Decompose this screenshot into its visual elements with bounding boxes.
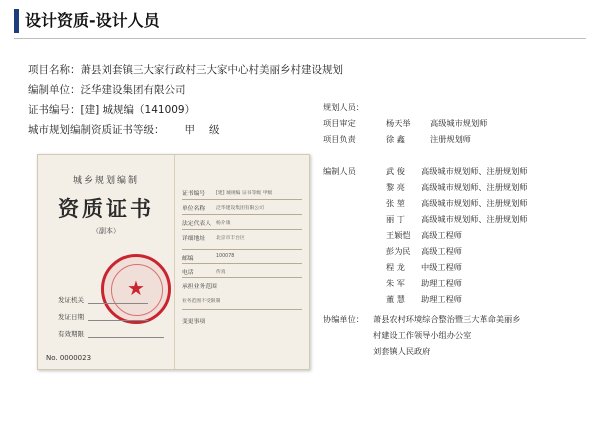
grade-label: 城市规划编制资质证书等级： [28, 124, 165, 136]
certificate-serial-number: No. 0000023 [46, 354, 92, 362]
unit-line [28, 83, 186, 97]
grade-line [28, 123, 220, 137]
member-title: 高级工程师 [421, 230, 462, 240]
cert-row-divider [182, 249, 302, 250]
member-name: 董 慧 [386, 294, 405, 304]
review-name: 杨天举 [386, 118, 411, 128]
certificate-details [174, 155, 309, 369]
cert-row-value: 100078 [216, 254, 235, 259]
qualification-certificate [37, 154, 310, 370]
cert-row-value: [建] 城规编 证书等级 甲级 [216, 191, 273, 196]
review-label: 项目审定 [323, 118, 356, 128]
coop-unit-line1: 萧县农村环境综合整治暨三大革命美丽乡 [373, 314, 521, 324]
grade-value-suffix: 级 [209, 124, 220, 136]
cert-row-label: 法定代表人 [182, 221, 211, 227]
certificate-copy-label: （副本） [92, 227, 120, 235]
cert-row-label: 单位名称 [182, 206, 206, 212]
member-name: 朱 军 [386, 278, 405, 288]
cert-number-label: 证书编号： [28, 104, 81, 116]
member-name: 彭为民 [386, 246, 411, 256]
cert-row-value: 北京市丰台区 [216, 236, 245, 241]
cert-row-label: 邮编 [182, 256, 194, 262]
unit-label: 编制单位： [28, 84, 81, 96]
member-title: 助理工程师 [421, 278, 462, 288]
member-title: 助理工程师 [421, 294, 462, 304]
lead-name: 徐 鑫 [386, 134, 405, 144]
cert-row-label: 详细地址 [182, 236, 206, 242]
project-name-value: 萧县刘套镇三大家行政村三大家中心村美丽乡村建设规划 [80, 64, 343, 76]
certificate-title: 资质证书 [58, 196, 154, 221]
certificate-kicker: 城乡规划编制 [72, 176, 139, 186]
cert-row-divider [182, 277, 302, 278]
cert-row-divider [182, 229, 302, 230]
cert-row-label: 电话 [182, 270, 194, 276]
title-accent-bar [14, 9, 19, 33]
member-title: 中级工程师 [421, 262, 462, 272]
cert-row-value: 泛华建设集团有限公司 [216, 206, 264, 211]
cert-number-line [28, 103, 195, 117]
project-name-label: 项目名称： [28, 64, 81, 76]
certificate-cover [38, 155, 175, 369]
lead-title: 注册规划师 [430, 134, 471, 144]
cert-row-value: 传真 [216, 270, 226, 275]
lead-label: 项目负责 [323, 134, 356, 144]
issue-date-label: 发证日期 [58, 313, 84, 321]
member-title: 高级城市规划师、注册规划师 [421, 198, 528, 208]
member-name: 武 俊 [386, 166, 405, 176]
cert-row-label: 证书编号 [182, 191, 206, 197]
cert-row-value: 业务范围不受限制 [182, 299, 221, 304]
member-name: 王颖恺 [386, 230, 411, 240]
cert-row-divider [182, 263, 302, 264]
issuer-line [88, 303, 148, 304]
page-title: 设计资质-设计人员 [25, 11, 160, 30]
issuer-label: 发证机关 [58, 296, 84, 304]
effective-line [88, 337, 164, 338]
member-title: 高级城市规划师、注册规划师 [421, 182, 528, 192]
coop-label: 协编单位： [323, 314, 364, 324]
cert-row-value: 杨介康 [216, 221, 231, 226]
member-title: 高级城市规划师、注册规划师 [421, 214, 528, 224]
seal-star-icon: ★ [127, 276, 145, 300]
issue-date-line [88, 320, 148, 321]
cert-row-divider [182, 309, 302, 310]
member-name: 黎 亮 [386, 182, 405, 192]
member-name: 丽 丁 [386, 214, 405, 224]
coop-unit-line2: 村建设工作领导小组办公室 [373, 330, 472, 340]
member-title: 高级城市规划师、注册规划师 [421, 166, 528, 176]
title-divider [14, 38, 586, 39]
project-name-line [28, 63, 343, 77]
effective-label: 有效期限 [58, 330, 84, 338]
cert-row-label: 承担业务范围 [182, 284, 217, 290]
member-name: 张 堃 [386, 198, 405, 208]
planner-heading: 规划人员： [323, 102, 364, 112]
member-title: 高级工程师 [421, 246, 462, 256]
coop-unit-line3: 刘套镇人民政府 [373, 346, 431, 356]
cert-row-divider [182, 199, 302, 200]
review-title: 高级城市规划师 [430, 118, 488, 128]
unit-value: 泛华建设集团有限公司 [80, 84, 186, 96]
editor-label: 编制人员 [323, 166, 356, 176]
grade-value: 甲 [184, 124, 195, 136]
cert-row-label: 变更事项 [182, 319, 206, 325]
cert-number-value: [建] 城规编（141009） [80, 104, 196, 116]
cert-row-divider [182, 214, 302, 215]
member-name: 程 龙 [386, 262, 405, 272]
official-seal [101, 254, 171, 324]
